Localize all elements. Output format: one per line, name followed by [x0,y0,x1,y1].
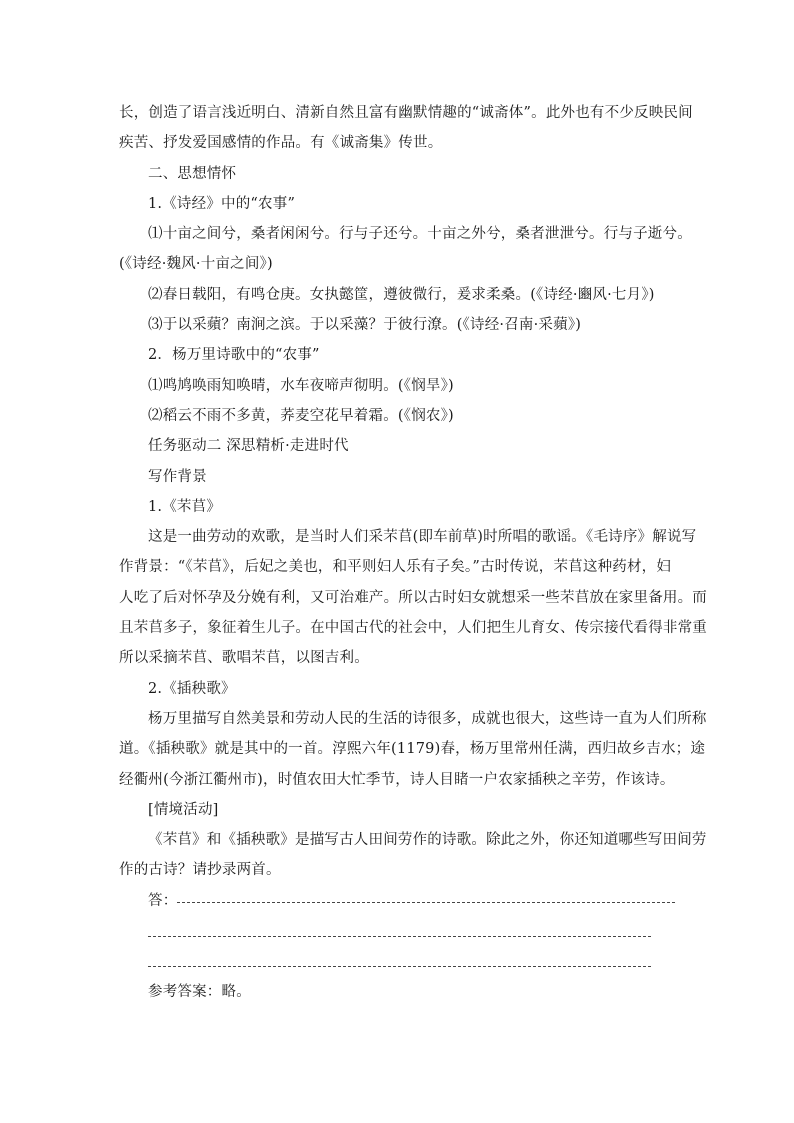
paragraph-line: 经衢州(今浙江衢州市)，时值农田大忙季节，诗人目睹一户农家插秧之辛劳，作该诗。 [119,771,675,788]
paragraph-line: 且芣苢多子，象征着生儿子。在中国古代的社会中，人们把生儿育女、传宗接代看得非常重 [119,620,707,637]
paragraph-line: 人吃了后对怀孕及分娩有利，又可治难产。所以古时妇女就想采一些芣苢放在家里备用。而 [119,589,707,606]
answer-line[interactable] [148,966,651,967]
answer-line[interactable] [148,936,651,937]
quote-line: ⑵春日载阳，有鸣仓庚。女执懿筐，遵彼微行，爰求柔桑。(《诗经·豳风·七月》) [148,286,655,303]
subsection-heading: 1.《芣苢》 [148,498,222,515]
document-page [119,98,707,1007]
activity-heading: [情境活动] [148,801,219,818]
answer-row [119,946,679,976]
answer-label: 答： [148,892,178,909]
answer-line[interactable] [177,902,675,903]
paragraph-line: 作的古诗？请抄录两首。 [119,862,281,879]
quote-line: ⑴鸣鸠唤雨知唤晴，水车夜啼声彻明。(《悯旱》) [148,377,454,394]
subsection-heading: 1.《诗经》中的“农事” [148,195,296,212]
subsection-heading: 2.《插秧歌》 [148,680,236,697]
quote-line: (《诗经·魏风·十亩之间》) [119,256,273,273]
subsection-heading: 2．杨万里诗歌中的“农事” [148,347,320,364]
reference-answer: 参考答案：略。 [148,983,251,1000]
section-heading: 写作背景 [148,468,207,485]
task-heading: 任务驱动二 深思精析·走进时代 [148,438,349,455]
answer-row [119,916,679,946]
section-heading: 二、思想情怀 [148,165,237,182]
quote-line: ⑶于以采蘋？南涧之滨。于以采藻？于彼行潦。(《诗经·召南·采蘋》) [148,317,582,334]
paragraph-line: 道。《插秧歌》就是其中的一首。淳熙六年(1179)春，杨万里常州任满，西归故乡吉水；途 [119,741,706,758]
paragraph-line: 长，创造了语言浅近明白、清新自然且富有幽默情趣的“诚斋体”。此外也有不少反映民间 [119,105,693,121]
paragraph-line: 《芣苢》和《插秧歌》是描写古人田间劳作的诗歌。除此之外，你还知道哪些写田间劳 [148,832,707,849]
quote-line: ⑴十亩之间兮，桑者闲闲兮。行与子还兮。十亩之外兮，桑者泄泄兮。行与子逝兮。 [148,226,692,243]
paragraph-line: 这是一曲劳动的欢歌，是当时人们采芣苢(即车前草)时所唱的歌谣。《毛诗序》解说写 [148,529,697,546]
paragraph-line: 杨万里描写自然美景和劳动人民的生活的诗很多，成就也很大，这些诗一直为人们所称 [148,710,707,727]
answer-row [119,886,679,916]
paragraph-line: 作背景：“《芣苢》，后妃之美也，和平则妇人乐有子矣。”古时传说，芣苢这种药材，妇 [119,559,672,576]
paragraph-line: 所以采摘芣苢、歌唱芣苢，以图吉利。 [119,650,369,667]
quote-line: ⑵稻云不雨不多黄，荞麦空花早着霜。(《悯农》) [148,407,454,424]
paragraph-line: 疾苦、抒发爱国感情的作品。有《诚斋集》传世。 [119,135,443,152]
